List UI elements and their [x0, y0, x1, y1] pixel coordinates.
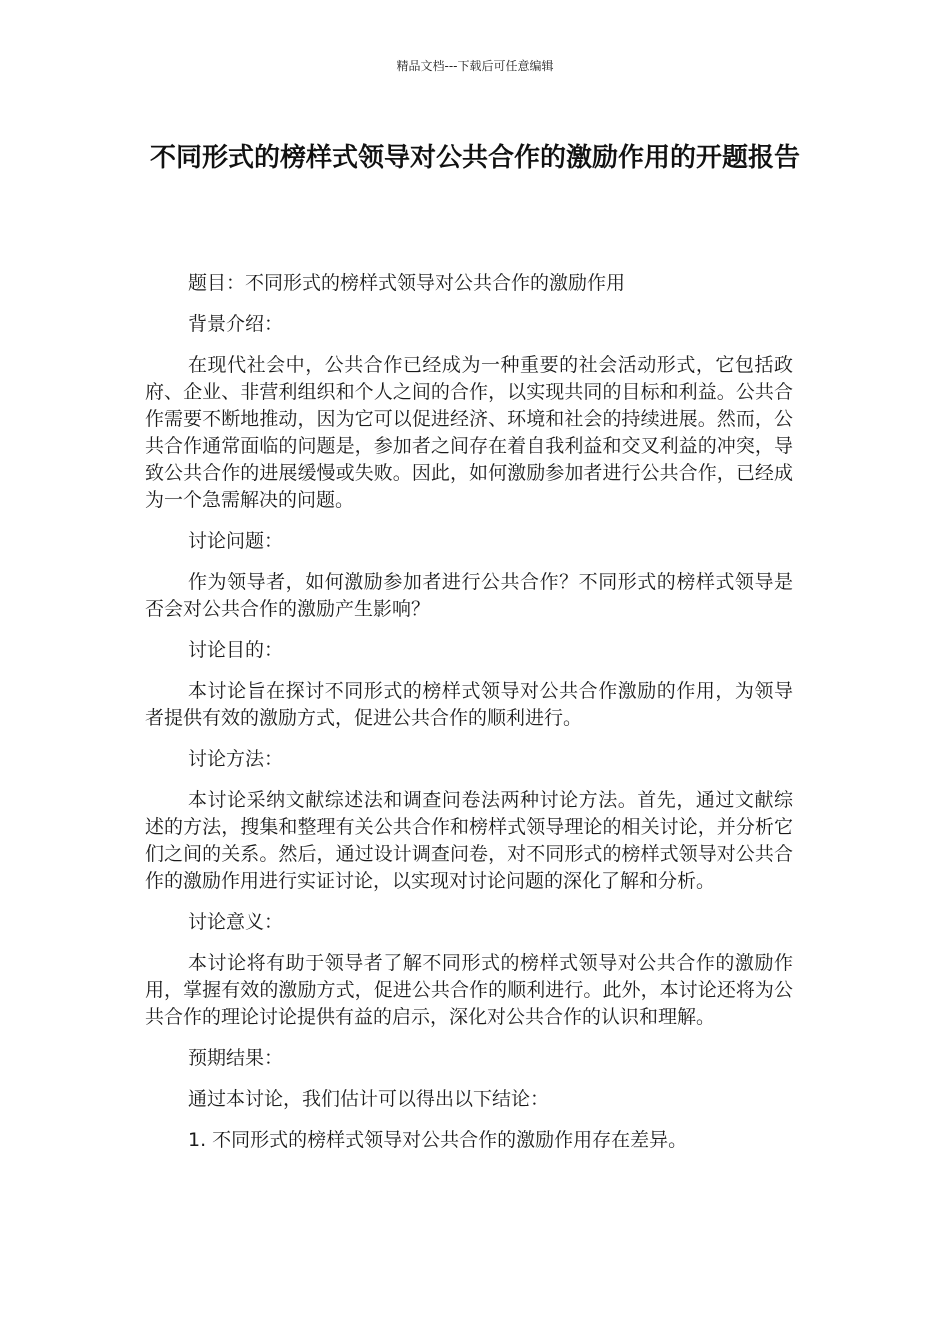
document-body	[145, 270, 793, 1168]
header-note: 精品文档---下载后可任意编辑	[396, 59, 554, 73]
question-paragraph: 作为领导者，如何激励参加者进行公共合作？不同形式的榜样式领导是否会对公共合作的激励产生影响？	[145, 571, 793, 620]
expected-intro: 通过本讨论，我们估计可以得出以下结论：	[188, 1088, 550, 1110]
method-paragraph: 本讨论采纳文献综述法和调查问卷法两种讨论方法。首先，通过文献综述的方法，搜集和整理有关公共合作和榜样式领导理论的相关讨论，并分析它们之间的关系。然后，通过设计调查问卷，对不同形式的榜样式领导对公共合作的激励作用进行实证讨论，以实现对讨论问题的深化了解和分析。	[145, 789, 793, 892]
document-title: 不同形式的榜样式领导对公共合作的激励作用的开题报告	[149, 143, 800, 173]
significance-label: 讨论意义：	[188, 911, 284, 933]
background-paragraph: 在现代社会中，公共合作已经成为一种重要的社会活动形式，它包括政府、企业、非营利组织和个人之间的合作，以实现共同的目标和利益。公共合作需要不断地推动，因为它可以促进经济、环境和社会的持续进展。然而，公共合作通常面临的问题是，参加者之间存在着自我利益和交叉利益的冲突，导致公共合作的进展缓慢或失败。因此，如何激励参加者进行公共合作，已经成为一个急需解决的问题。	[145, 354, 793, 511]
purpose-label: 讨论目的：	[188, 639, 284, 661]
purpose-paragraph: 本讨论旨在探讨不同形式的榜样式领导对公共合作激励的作用，为领导者提供有效的激励方式，促进公共合作的顺利进行。	[145, 680, 793, 729]
background-label: 背景介绍：	[188, 313, 284, 335]
question-label: 讨论问题：	[188, 530, 284, 552]
expected-label: 预期结果：	[188, 1047, 284, 1069]
expected-item-1: 1. 不同形式的榜样式领导对公共合作的激励作用存在差异。	[188, 1129, 688, 1151]
topic-line: 题目：不同形式的榜样式领导对公共合作的激励作用	[188, 272, 626, 294]
method-label: 讨论方法：	[188, 748, 284, 770]
significance-paragraph: 本讨论将有助于领导者了解不同形式的榜样式领导对公共合作的激励作用，掌握有效的激励方式，促进公共合作的顺利进行。此外，本讨论还将为公共合作的理论讨论提供有益的启示，深化对公共合作的认识和理解。	[145, 952, 793, 1028]
